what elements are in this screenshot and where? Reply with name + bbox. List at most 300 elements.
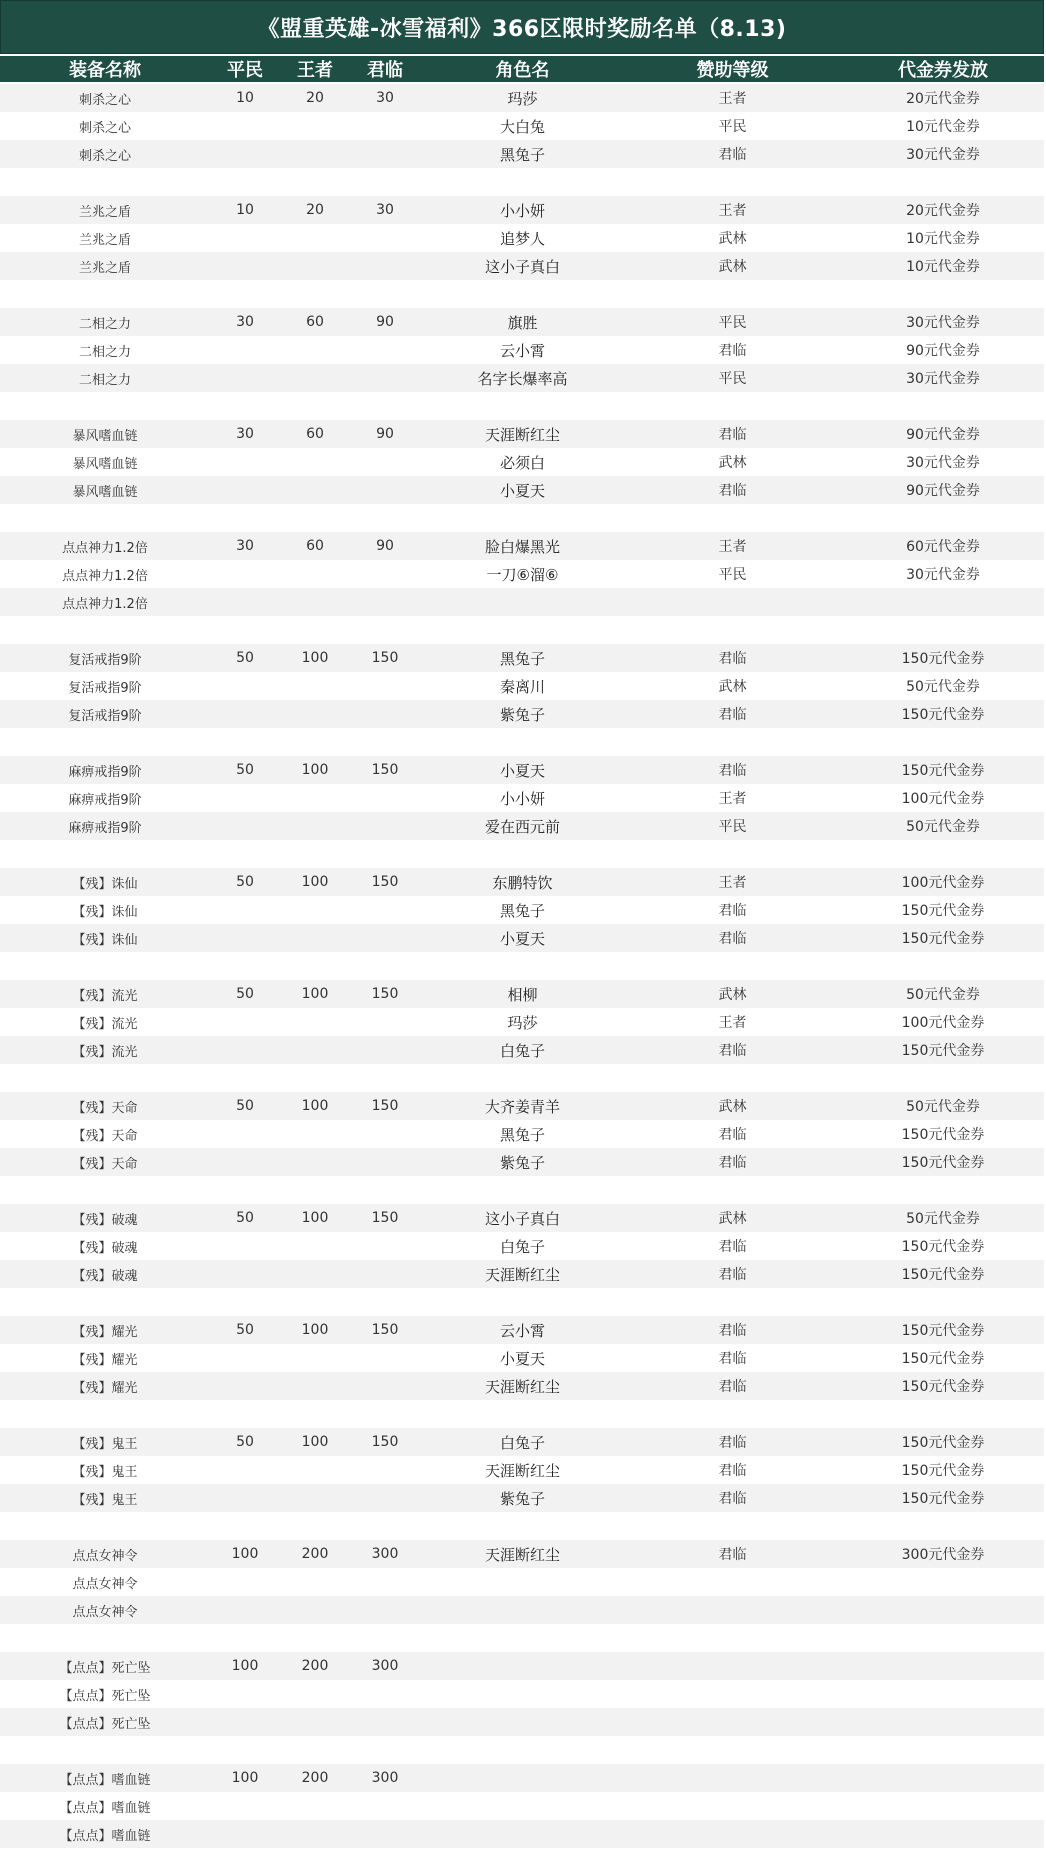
table-row	[0, 1624, 1044, 1652]
tier-junlin-cell	[350, 112, 420, 140]
tier-pingmin-cell	[210, 252, 280, 280]
tier-junlin-cell	[350, 1568, 420, 1596]
table-row	[0, 672, 1044, 700]
tier-wangzhe-cell: 100	[301, 1210, 329, 1226]
tier-junlin-cell: 150	[371, 986, 399, 1002]
coupon-cell: 10元代金券	[906, 119, 980, 135]
tier-wangzhe-cell	[280, 448, 350, 476]
tier-pingmin-cell	[210, 392, 280, 420]
tier-junlin-cell	[350, 476, 420, 504]
table-row	[0, 1260, 1044, 1288]
character-name-cell	[420, 1400, 625, 1428]
coupon-cell	[840, 1568, 1046, 1596]
tier-junlin-cell	[350, 952, 420, 980]
table-row	[0, 1120, 1044, 1148]
tier-wangzhe-cell: 100	[301, 1434, 329, 1450]
tier-wangzhe-cell: 60	[306, 426, 324, 442]
sponsor-level-cell: 平民	[718, 119, 747, 135]
tier-pingmin-cell: 30	[236, 426, 254, 442]
item-name-cell: 暴风嗜血链	[72, 456, 138, 472]
tier-junlin-cell: 150	[371, 762, 399, 778]
coupon-cell: 30元代金券	[906, 455, 980, 471]
table-row	[0, 1708, 1044, 1736]
table-row	[0, 196, 1044, 224]
item-name-cell	[0, 1064, 210, 1092]
character-name-cell: 紫兔子	[499, 705, 545, 724]
tier-wangzhe-cell	[280, 924, 350, 952]
table-row	[0, 1540, 1044, 1568]
tier-pingmin-cell	[210, 924, 280, 952]
tier-junlin-cell	[350, 728, 420, 756]
tier-pingmin-cell	[210, 1512, 280, 1540]
tier-pingmin-cell	[210, 616, 280, 644]
table-row	[0, 420, 1044, 448]
character-name-cell	[420, 1512, 625, 1540]
tier-wangzhe-cell	[280, 1344, 350, 1372]
tier-wangzhe-cell	[280, 364, 350, 392]
sponsor-level-cell: 君临	[718, 1491, 747, 1507]
coupon-cell: 150元代金券	[901, 903, 985, 919]
item-name-cell: 点点女神令	[72, 1604, 138, 1620]
item-name-cell: 刺杀之心	[78, 148, 131, 164]
sponsor-level-cell	[625, 1400, 840, 1428]
item-name-cell: 【残】天命	[72, 1156, 138, 1172]
tier-junlin-cell	[350, 616, 420, 644]
item-name-cell: 【残】诛仙	[72, 904, 138, 920]
table-row	[0, 1512, 1044, 1540]
character-name-cell: 天涯断红尘	[484, 1545, 560, 1564]
character-name-cell: 小小妍	[499, 201, 545, 220]
tier-junlin-cell	[350, 1176, 420, 1204]
sponsor-level-cell: 君临	[718, 763, 747, 779]
tier-junlin-cell	[350, 168, 420, 196]
tier-junlin-cell	[350, 1680, 420, 1708]
item-name-cell: 暴风嗜血链	[72, 428, 138, 444]
tier-junlin-cell: 150	[371, 1434, 399, 1450]
coupon-cell: 60元代金券	[906, 539, 980, 555]
table-row	[0, 336, 1044, 364]
tier-pingmin-cell	[210, 112, 280, 140]
item-name-cell: 【点点】嗜血链	[59, 1828, 151, 1844]
character-name-cell	[420, 728, 625, 756]
item-name-cell	[0, 1624, 210, 1652]
tier-wangzhe-cell: 200	[301, 1658, 329, 1674]
sponsor-level-cell: 君临	[718, 427, 747, 443]
tier-wangzhe-cell	[280, 560, 350, 588]
character-name-cell: 追梦人	[499, 229, 545, 248]
character-name-cell: 必须白	[499, 453, 545, 472]
character-name-cell: 云小霄	[499, 1321, 545, 1340]
item-name-cell	[0, 1400, 210, 1428]
table-row	[0, 980, 1044, 1008]
coupon-cell	[840, 728, 1046, 756]
tier-junlin-cell: 90	[376, 314, 394, 330]
sponsor-level-cell: 君临	[718, 707, 747, 723]
coupon-cell: 150元代金券	[901, 931, 985, 947]
coupon-cell: 150元代金券	[901, 707, 985, 723]
item-name-cell	[0, 504, 210, 532]
header-tier-pingmin: 平民	[227, 60, 263, 81]
sponsor-level-cell: 君临	[718, 1351, 747, 1367]
tier-junlin-cell: 30	[376, 202, 394, 218]
tier-pingmin-cell	[210, 1372, 280, 1400]
character-name-cell: 一刀⑥溜⑥	[486, 565, 559, 584]
table-row	[0, 224, 1044, 252]
tier-pingmin-cell	[210, 1624, 280, 1652]
table-row	[0, 504, 1044, 532]
sheet-title: 《盟重英雄-冰雪福利》366区限时奖励名单（8.13)	[0, 0, 1044, 54]
tier-junlin-cell	[350, 504, 420, 532]
tier-wangzhe-cell	[280, 1372, 350, 1400]
tier-junlin-cell	[350, 1736, 420, 1764]
coupon-cell	[840, 1764, 1046, 1792]
table-row	[0, 1680, 1044, 1708]
sponsor-level-cell: 君临	[718, 483, 747, 499]
character-name-cell: 小夏天	[499, 761, 545, 780]
tier-junlin-cell	[350, 1064, 420, 1092]
tier-junlin-cell	[350, 336, 420, 364]
tier-pingmin-cell	[210, 1456, 280, 1484]
sponsor-level-cell	[625, 280, 840, 308]
tier-junlin-cell	[350, 1484, 420, 1512]
tier-pingmin-cell	[210, 1036, 280, 1064]
tier-wangzhe-cell	[280, 1288, 350, 1316]
tier-wangzhe-cell	[280, 1736, 350, 1764]
coupon-cell	[840, 168, 1046, 196]
table-row	[0, 84, 1044, 112]
tier-pingmin-cell: 30	[236, 314, 254, 330]
sponsor-level-cell	[625, 1176, 840, 1204]
item-name-cell: 暴风嗜血链	[72, 484, 138, 500]
coupon-cell: 150元代金券	[901, 1239, 985, 1255]
character-name-cell: 天涯断红尘	[484, 1461, 560, 1480]
tier-pingmin-cell	[210, 1288, 280, 1316]
item-name-cell: 二相之力	[78, 316, 131, 332]
character-name-cell: 名字长爆率高	[477, 369, 568, 388]
sponsor-level-cell	[625, 1288, 840, 1316]
header-item-name: 装备名称	[69, 60, 141, 81]
tier-wangzhe-cell: 60	[306, 314, 324, 330]
sponsor-level-cell	[625, 616, 840, 644]
tier-pingmin-cell	[210, 476, 280, 504]
sponsor-level-cell	[625, 1064, 840, 1092]
tier-junlin-cell: 300	[371, 1546, 399, 1562]
sponsor-level-cell: 君临	[718, 931, 747, 947]
table-row	[0, 1148, 1044, 1176]
tier-junlin-cell	[350, 1260, 420, 1288]
sponsor-level-cell: 王者	[718, 791, 747, 807]
tier-wangzhe-cell	[280, 392, 350, 420]
item-name-cell	[0, 728, 210, 756]
coupon-cell: 150元代金券	[901, 1379, 985, 1395]
tier-wangzhe-cell	[280, 140, 350, 168]
tier-pingmin-cell	[210, 672, 280, 700]
character-name-cell: 白兔子	[499, 1237, 545, 1256]
character-name-cell: 黑兔子	[499, 649, 545, 668]
table-row	[0, 308, 1044, 336]
tier-junlin-cell: 150	[371, 1322, 399, 1338]
coupon-cell: 100元代金券	[901, 791, 985, 807]
sponsor-level-cell: 君临	[718, 1547, 747, 1563]
table-row	[0, 532, 1044, 560]
table-row	[0, 168, 1044, 196]
coupon-cell: 90元代金券	[906, 427, 980, 443]
item-name-cell: 【残】诛仙	[72, 876, 138, 892]
table-row	[0, 728, 1044, 756]
tier-junlin-cell	[350, 1456, 420, 1484]
sponsor-level-cell: 君临	[718, 1435, 747, 1451]
coupon-cell	[840, 1288, 1046, 1316]
table-row	[0, 252, 1044, 280]
coupon-cell	[840, 1708, 1046, 1736]
item-name-cell: 兰兆之盾	[78, 260, 131, 276]
tier-pingmin-cell	[210, 1064, 280, 1092]
sponsor-level-cell	[625, 1568, 840, 1596]
tier-pingmin-cell: 10	[236, 202, 254, 218]
tier-wangzhe-cell	[280, 1456, 350, 1484]
coupon-cell: 30元代金券	[906, 567, 980, 583]
item-name-cell: 【点点】嗜血链	[59, 1800, 151, 1816]
character-name-cell	[420, 1568, 625, 1596]
item-name-cell: 【残】耀光	[72, 1324, 138, 1340]
tier-pingmin-cell	[210, 1260, 280, 1288]
item-name-cell: 点点神力1.2倍	[62, 568, 148, 584]
character-name-cell	[420, 588, 625, 616]
tier-pingmin-cell	[210, 224, 280, 252]
tier-junlin-cell	[350, 588, 420, 616]
sponsor-level-cell	[625, 952, 840, 980]
tier-junlin-cell	[350, 1512, 420, 1540]
coupon-cell: 50元代金券	[906, 1211, 980, 1227]
item-name-cell: 【残】破魂	[72, 1212, 138, 1228]
character-name-cell: 白兔子	[499, 1041, 545, 1060]
sponsor-level-cell: 平民	[718, 819, 747, 835]
tier-wangzhe-cell: 100	[301, 1322, 329, 1338]
sponsor-level-cell	[625, 1596, 840, 1624]
sponsor-level-cell: 武林	[718, 987, 747, 1003]
coupon-cell: 150元代金券	[901, 763, 985, 779]
tier-junlin-cell	[350, 560, 420, 588]
tier-pingmin-cell: 50	[236, 1098, 254, 1114]
character-name-cell	[420, 1176, 625, 1204]
tier-wangzhe-cell	[280, 1008, 350, 1036]
tier-pingmin-cell	[210, 1008, 280, 1036]
coupon-cell: 30元代金券	[906, 315, 980, 331]
tier-junlin-cell: 150	[371, 650, 399, 666]
character-name-cell	[420, 1652, 625, 1680]
character-name-cell: 旗胜	[507, 313, 538, 332]
character-name-cell	[420, 1680, 625, 1708]
item-name-cell: 【残】破魂	[72, 1268, 138, 1284]
tier-wangzhe-cell	[280, 168, 350, 196]
sponsor-level-cell: 王者	[718, 875, 747, 891]
table-row	[0, 1232, 1044, 1260]
header-coupon: 代金券发放	[898, 60, 988, 81]
item-name-cell: 刺杀之心	[78, 92, 131, 108]
coupon-cell	[840, 1596, 1046, 1624]
character-name-cell	[420, 1708, 625, 1736]
character-name-cell	[420, 1288, 625, 1316]
tier-junlin-cell	[350, 1036, 420, 1064]
item-name-cell: 【点点】嗜血链	[59, 1772, 151, 1788]
coupon-cell: 150元代金券	[901, 1267, 985, 1283]
coupon-cell: 50元代金券	[906, 1099, 980, 1115]
sponsor-level-cell	[625, 728, 840, 756]
sponsor-level-cell: 君临	[718, 1155, 747, 1171]
tier-wangzhe-cell	[280, 1036, 350, 1064]
item-name-cell: 【残】天命	[72, 1100, 138, 1116]
tier-wangzhe-cell	[280, 1400, 350, 1428]
character-name-cell	[420, 1764, 625, 1792]
tier-wangzhe-cell	[280, 1176, 350, 1204]
tier-junlin-cell: 30	[376, 90, 394, 106]
sponsor-level-cell: 君临	[718, 1463, 747, 1479]
tier-pingmin-cell	[210, 280, 280, 308]
table-row	[0, 448, 1044, 476]
coupon-cell: 150元代金券	[901, 1155, 985, 1171]
item-name-cell: 二相之力	[78, 344, 131, 360]
character-name-cell	[420, 280, 625, 308]
table-row	[0, 1204, 1044, 1232]
item-name-cell	[0, 952, 210, 980]
coupon-cell	[840, 840, 1046, 868]
table-row	[0, 1064, 1044, 1092]
sponsor-level-cell	[625, 1736, 840, 1764]
tier-pingmin-cell	[210, 1708, 280, 1736]
sponsor-level-cell: 武林	[718, 679, 747, 695]
item-name-cell: 复活戒指9阶	[68, 680, 142, 696]
sponsor-level-cell: 王者	[718, 539, 747, 555]
tier-pingmin-cell	[210, 1120, 280, 1148]
table-row	[0, 1792, 1044, 1820]
sponsor-level-cell	[625, 1764, 840, 1792]
coupon-cell: 50元代金券	[906, 679, 980, 695]
sponsor-level-cell: 君临	[718, 1239, 747, 1255]
tier-wangzhe-cell	[280, 1120, 350, 1148]
item-name-cell	[0, 168, 210, 196]
sponsor-level-cell: 武林	[718, 455, 747, 471]
tier-pingmin-cell: 50	[236, 874, 254, 890]
tier-pingmin-cell	[210, 1792, 280, 1820]
tier-pingmin-cell	[210, 140, 280, 168]
tier-junlin-cell	[350, 840, 420, 868]
tier-junlin-cell	[350, 1400, 420, 1428]
table-row	[0, 868, 1044, 896]
tier-pingmin-cell	[210, 1736, 280, 1764]
item-name-cell: 兰兆之盾	[78, 232, 131, 248]
tier-junlin-cell	[350, 1148, 420, 1176]
tier-wangzhe-cell	[280, 812, 350, 840]
sponsor-level-cell	[625, 588, 840, 616]
tier-pingmin-cell: 30	[236, 538, 254, 554]
coupon-cell	[840, 1512, 1046, 1540]
item-name-cell	[0, 280, 210, 308]
tier-pingmin-cell	[210, 1148, 280, 1176]
table-row	[0, 1036, 1044, 1064]
character-name-cell: 天涯断红尘	[484, 1265, 560, 1284]
tier-wangzhe-cell	[280, 1148, 350, 1176]
tier-wangzhe-cell	[280, 896, 350, 924]
coupon-cell: 300元代金券	[901, 1547, 985, 1563]
table-row	[0, 1596, 1044, 1624]
character-name-cell: 这小子真白	[484, 1209, 560, 1228]
tier-pingmin-cell: 50	[236, 1210, 254, 1226]
tier-pingmin-cell	[210, 560, 280, 588]
tier-junlin-cell	[350, 252, 420, 280]
tier-pingmin-cell	[210, 700, 280, 728]
tier-wangzhe-cell	[280, 616, 350, 644]
coupon-cell: 150元代金券	[901, 1491, 985, 1507]
tier-wangzhe-cell: 200	[301, 1546, 329, 1562]
item-name-cell: 【残】鬼王	[72, 1436, 138, 1452]
tier-pingmin-cell	[210, 1568, 280, 1596]
tier-junlin-cell	[350, 1624, 420, 1652]
character-name-cell: 天涯断红尘	[484, 1377, 560, 1396]
item-name-cell: 【残】鬼王	[72, 1464, 138, 1480]
tier-wangzhe-cell	[280, 1484, 350, 1512]
tier-junlin-cell	[350, 1008, 420, 1036]
tier-wangzhe-cell	[280, 1820, 350, 1848]
item-name-cell: 复活戒指9阶	[68, 652, 142, 668]
tier-pingmin-cell	[210, 1344, 280, 1372]
tier-junlin-cell: 150	[371, 874, 399, 890]
tier-junlin-cell	[350, 672, 420, 700]
tier-junlin-cell: 150	[371, 1210, 399, 1226]
tier-wangzhe-cell: 100	[301, 874, 329, 890]
character-name-cell: 玛莎	[507, 89, 538, 108]
table-row	[0, 1316, 1044, 1344]
tier-junlin-cell	[350, 924, 420, 952]
sponsor-level-cell	[625, 840, 840, 868]
tier-wangzhe-cell	[280, 476, 350, 504]
item-name-cell: 兰兆之盾	[78, 204, 131, 220]
tier-wangzhe-cell	[280, 672, 350, 700]
tier-junlin-cell	[350, 1820, 420, 1848]
coupon-cell: 30元代金券	[906, 147, 980, 163]
character-name-cell: 大齐姜青羊	[484, 1097, 560, 1116]
tier-wangzhe-cell	[280, 1064, 350, 1092]
header-sponsor-level: 赞助等级	[696, 60, 769, 81]
table-row	[0, 952, 1044, 980]
character-name-cell: 白兔子	[499, 1433, 545, 1452]
sponsor-level-cell: 君临	[718, 651, 747, 667]
table-row	[0, 756, 1044, 784]
tier-pingmin-cell	[210, 336, 280, 364]
tier-junlin-cell	[350, 700, 420, 728]
item-name-cell: 点点女神令	[72, 1576, 138, 1592]
tier-wangzhe-cell: 20	[306, 202, 324, 218]
tier-wangzhe-cell: 20	[306, 90, 324, 106]
character-name-cell	[420, 1820, 625, 1848]
tier-wangzhe-cell	[280, 588, 350, 616]
table-row	[0, 896, 1044, 924]
table-row	[0, 1344, 1044, 1372]
tier-pingmin-cell	[210, 728, 280, 756]
item-name-cell	[0, 1176, 210, 1204]
table-row	[0, 140, 1044, 168]
character-name-cell: 小夏天	[499, 481, 545, 500]
table-row	[0, 392, 1044, 420]
item-name-cell	[0, 1736, 210, 1764]
sponsor-level-cell: 王者	[718, 203, 747, 219]
tier-pingmin-cell	[210, 840, 280, 868]
table-row	[0, 700, 1044, 728]
tier-pingmin-cell: 50	[236, 650, 254, 666]
tier-wangzhe-cell	[280, 728, 350, 756]
item-name-cell: 【残】耀光	[72, 1380, 138, 1396]
coupon-cell	[840, 1820, 1046, 1848]
sponsor-level-cell	[625, 1680, 840, 1708]
